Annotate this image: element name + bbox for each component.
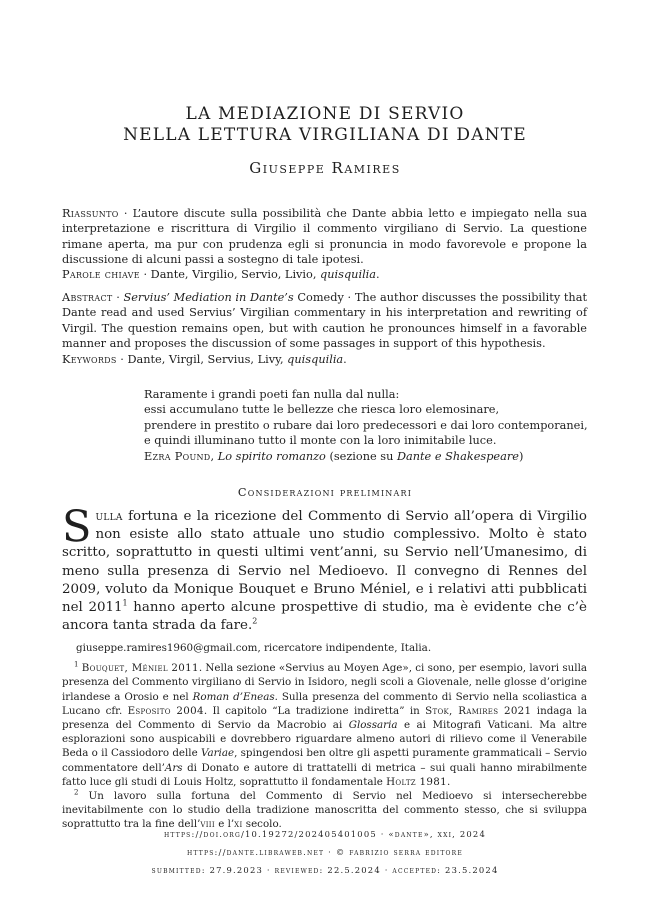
epigraph-author: Ezra Pound [144,449,211,463]
parole-chiave [62,267,587,282]
footer-dates-line: submitted: 27.9.2023 · reviewed: 22.5.2024 · accepted: 23.5.2024 [151,865,499,875]
footnote-1-italic: Roman d’Eneas [192,690,275,703]
author-email-note: giuseppe.ramires1960@gmail.com, ricercatore indipendente, Italia. [76,642,432,654]
footnote-1-text: di Donato e autore di trattatelli di metrica – sui quali hanno mirabilmente fatto luce gli studi di Louis Holtz, soprattutto il fondamentale [62,761,587,788]
footnote-1-ref: Bouquet, Méniel 2011 [81,662,199,675]
epigraph-line: Raramente i grandi poeti fan nulla dal nulla: [144,388,400,401]
footnote-1-text: . Sulla presenza del commento di Servio nella scoliastica a Lucano cfr. [62,690,587,717]
epigraph-line: essi accumulano tutte le bellezze che riesca loro elemosinare, [144,403,500,417]
riassunto-paragraph [62,206,587,268]
footnote-2 [62,789,587,832]
footnote-1-italic: Variae [200,747,235,760]
keywords-end: . [343,353,347,366]
section-heading: Considerazioni preliminari [237,486,413,499]
parole-chiave-end: . [376,268,380,281]
parole-chiave-text: · Dante, Virgilio, Servio, Livio, [139,268,321,281]
footer-website-line[interactable]: https://dante.libraweb.net · © fabrizio serra editore [187,847,463,857]
drop-cap: S [62,502,92,552]
author-name: Giuseppe Ramires [249,159,401,177]
abstract-sep: · [112,291,124,304]
abstract-label: Abstract [62,291,113,304]
footer-doi-line[interactable]: https://doi.org/10.19272/202405401005 · «dante», xxi, 2024 [164,829,486,839]
abstract-title-italic: Servius’ Mediation in Dante’s [123,291,294,304]
epigraph-attribution [144,449,584,464]
body-paragraph [62,502,587,635]
footnote-2-text: e l’ [214,818,235,831]
footnote-2-century: viii [200,818,215,831]
epigraph-work: Lo spirito romanzo [217,449,326,463]
body-text-2: hanno aperto alcune prospettive di studio, ma è evidente che c’è ancora tanta strada da fare. [62,600,587,634]
footnote-2-number: 2 [74,788,79,797]
footnote-1-number: 1 [74,660,79,669]
footnote-1-text: . Il capitolo “La tradizione indiretta” in [203,704,426,717]
body-text-1: fortuna e la ricezione del Commento di Servio all’opera di Virgilio non esiste allo stato attuale uno studio complessivo. Molto è stato scritto, soprattutto in questi ultimi vent’anni, su Servio nell’Umanesimo, di meno sulla presenza di Servio nel Medioevo. Il convegno di Rennes del 2009, voluto da Monique Bouquet e Bruno Méniel, e i relativi atti pubblicati nel 2011 [62,509,587,616]
keywords [62,352,587,367]
footnote-1-ref: Stok, Ramires 2021 [425,704,532,717]
abstract-paragraph [62,290,587,352]
epigraph-section-post: ) [518,449,524,463]
footnote-ref-1[interactable]: 1 [122,598,128,608]
footnote-2-century: xi [234,818,243,831]
epigraph-section-work: Dante e Shakespeare [396,449,519,463]
footnotes [62,641,587,832]
footnote-1-ref: Esposito 2004 [127,704,204,717]
parole-chiave-label: Parole chiave [62,268,140,281]
epigraph-sep: , [210,449,218,463]
epigraph [144,387,588,464]
keywords-text: · Dante, Virgil, Servius, Livy, [116,353,288,366]
abstract-text: · The author discusses the possibility that Dante read and used Servius’ Virgilian commentary in his interpretation and rewriting of Virgil. The question remains open, but with caution he pronounces himself in a favorable manner and proposes the discussion of some passages in support of this hypothesis. [62,291,587,351]
keywords-italic: quisquilia [287,353,344,366]
epigraph-line: e quindi illuminano tutto il monte con la loro inimitabile luce. [144,434,497,448]
riassunto-label: Riassunto [62,207,119,220]
abstract-title-roman: Comedy [293,291,344,304]
footnote-1-text: . [446,775,451,788]
first-word-rest: ulla [95,509,123,524]
article-title-line-2: NELLA LETTURA VIRGILIANA DI DANTE [123,125,527,145]
riassunto-text: · L’autore discute sulla possibilità che Dante abbia letto e impiegato nella sua interpretazione e riscrittura di Virgilio il commento virgiliano di Servio. La questione rimane aperta, ma pur con prudenza egli si pronuncia in modo favorevole e propone la discussione di alcuni passi a sostegno di tale ipotesi. [62,207,587,267]
footnote-2-text: secolo. [242,818,282,831]
article-title-line-1: LA MEDIAZIONE DI SERVIO [185,104,465,124]
footnote-1-text: e ai Mitografi Vaticani. Ma altre esplorazioni sono auspicabili e dovrebbero riguardare almeno autori di rilievo come il Venerabile Beda o il Cassiodoro delle [62,719,588,760]
footnote-1 [62,661,587,789]
epigraph-line: prendere in prestito o rubare dai loro predecessori e dai loro contemporanei, [144,418,588,432]
keywords-label: Keywords [62,353,117,366]
footnote-1-italic: Glossaria [348,719,398,732]
epigraph-section-pre: (sezione su [325,449,397,463]
footnote-1-text: . Nella sezione «Servius au Moyen Age», ci sono, per esempio, lavori sulla presenza del Commento virgiliano di Servio in Isidoro, negli scoli a Giovenale, nelle glosse d’origine irlandese a Orosio e nel [62,662,588,703]
footnote-ref-2[interactable]: 2 [252,616,258,626]
footnote-1-italic: Ars [164,761,183,774]
footnote-1-text: indaga la presenza del Commento di Servio da Macrobio ai [62,704,587,732]
footnote-2-text: Un lavoro sulla fortuna del Commento di Servio nel Medioevo si intersecherebbe inevitabilmente con lo studio della tradizione manoscritta del commento stesso, che si sviluppa soprattutto tra la fine dell’ [62,790,587,831]
parole-chiave-italic: quisquilia [320,268,377,281]
footnote-1-ref: Holtz 1981 [386,775,447,788]
footnote-1-text: , spingendosi ben oltre gli aspetti puramente grammaticali – Servio commentatore dell’ [62,747,588,774]
